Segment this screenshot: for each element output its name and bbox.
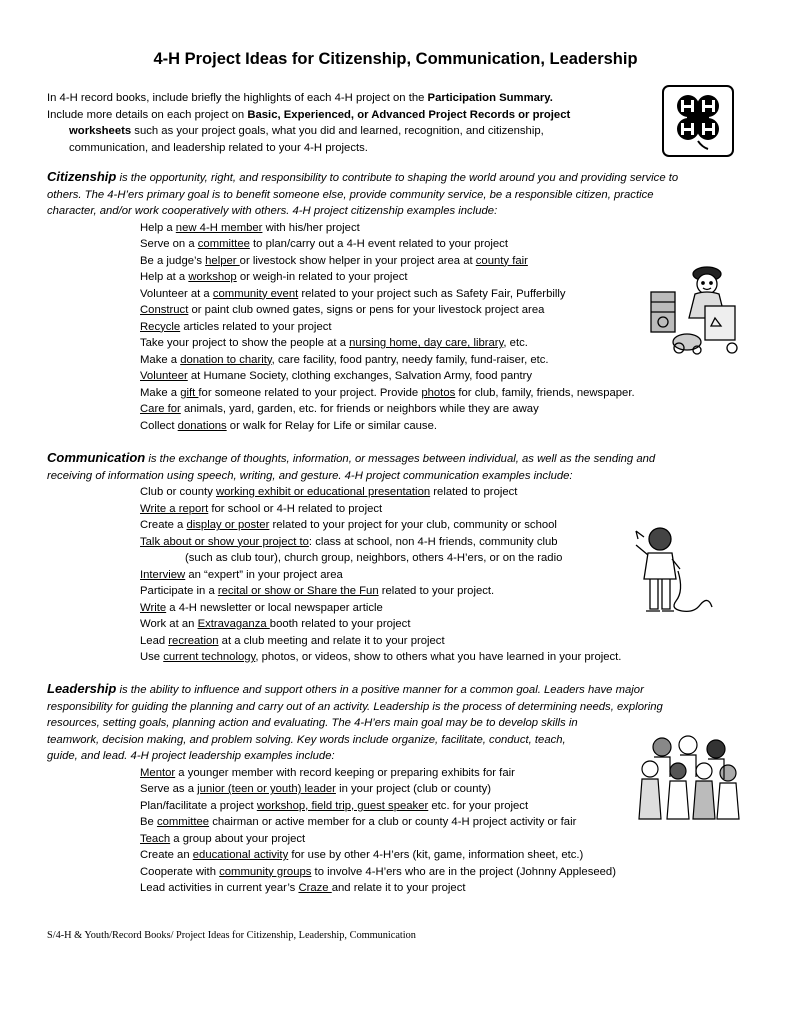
item-text: to plan/carry out a 4-H event related to your project [249,238,508,250]
underlined-phrase: donation to charity [180,353,272,366]
list-item [47,385,752,402]
recycling-kid-illustration [647,258,747,358]
item-text: or walk for Relay for Life or similar cause. [226,419,437,432]
item-text: Participate in a [140,585,218,597]
underlined-phrase: Write [140,601,167,614]
list-item [47,847,752,864]
list-item [47,633,752,650]
item-text: Lead [140,634,169,647]
underlined-phrase: Craze [298,882,332,894]
item-text: , photos, or videos, show to others what you have learned in your project. [255,651,622,663]
item-text: Be a judge’s [140,254,206,267]
underlined-phrase: Interview [140,568,186,581]
item-text: and relate it to your project [331,882,466,894]
intro-paragraph [47,90,617,156]
definition-line: character, and/or work cooperatively with others. 4-H project citizenship examples include: [47,205,498,217]
item-text: Create an [140,849,193,861]
item-text: articles related to your project [180,320,332,333]
item-text: Use [140,651,164,663]
intro-bold: Basic, Experienced, or Advanced Project Records or project [247,108,571,121]
list-item [47,616,752,633]
definition-line: is the ability to influence and support others in a positive manner for a common goal. Leaders have major [116,684,644,696]
item-text: for school or 4-H related to project [208,502,383,515]
item-text: Volunteer at a [140,287,213,300]
list-item [47,418,752,435]
list-item [47,649,752,666]
citizenship-definition [47,169,752,220]
underlined-phrase: Volunteer [140,370,188,382]
item-text: Work at an [140,618,198,630]
item-text: Lead activities in current year’s [140,882,299,894]
item-text: booth related to your project [269,618,411,630]
speaking-kid-illustration [630,525,716,617]
definition-line: guide, and lead. 4-H project leadership examples include: [47,750,335,762]
underlined-phrase: new 4-H member [175,221,263,234]
item-text: related to your project. [378,585,495,597]
underlined-phrase: Write a report [140,502,209,515]
underlined-phrase: Recycle [140,320,181,333]
item-text: : class at school, non 4-H friends, community club [308,535,558,548]
item-text: with his/her project [262,221,360,234]
item-text: Help at a [140,271,189,283]
item-text: an “expert” in your project area [185,568,343,581]
list-item [47,236,752,253]
underlined-phrase: committee [156,816,210,828]
footer-path: S/4-H & Youth/Record Books/ Project Ideas for Citizenship, Leadership, Communication [47,930,416,941]
underlined-phrase: helper [205,254,240,267]
underlined-phrase: working exhibit or educational presentation [215,486,431,498]
item-text: Create a [140,519,187,531]
underlined-phrase: workshop [188,271,237,283]
item-text: in your project (club or county) [335,783,492,795]
item-text: Serve as a [140,783,198,795]
underlined-phrase: display or poster [186,519,270,531]
list-item [47,501,752,518]
underlined-phrase: Care for [140,403,181,415]
item-text: or livestock show helper in your project area at [239,254,476,267]
item-text: Serve on a [140,238,198,250]
item-text: etc. for your project [428,799,529,812]
item-text: Plan/facilitate a project [140,799,257,812]
item-text: related to your project such as Safety Fair, Pufferbilly [298,287,566,300]
section-term: Communication [47,450,146,465]
underlined-phrase: donations [177,419,227,432]
underlined-phrase: gift [180,386,199,399]
underlined-phrase: workshop, field trip, guest speaker [256,799,429,812]
underlined-phrase: current technology [163,651,256,663]
item-text: Take your project to show the people at a [140,337,350,349]
item-text: at a club meeting and relate it to your project [218,634,445,647]
definition-line: resources, setting goals, planning action and evaluating. The 4-H’ers main goal may be to develop skills in [47,717,578,729]
intro-text: In 4-H record books, include briefly the highlights of each 4-H project on the [47,92,428,104]
item-text: a younger member with record keeping or preparing exhibits for fair [175,766,515,779]
item-text: related to your project for your club, community or school [269,519,557,531]
underlined-phrase: Construct [140,304,189,316]
definition-line: teamwork, decision making, and problem solving. Key words include organize, facilitate, conduct, teach, [47,733,566,746]
item-text: Cooperate with [140,865,220,878]
list-item [47,401,752,418]
item-text: Be [140,816,157,828]
4-h-clover-logo-icon [662,85,734,157]
underlined-phrase: Extravaganza [197,618,270,630]
underlined-phrase: committee [197,238,250,250]
list-item [47,368,752,385]
item-text: at Humane Society, clothing exchanges, Salvation Army, food pantry [187,370,533,382]
definition-line: receiving of information using speech, writing, and gesture. 4-H project communication examples include: [47,469,573,482]
underlined-phrase: Teach [140,832,171,845]
underlined-phrase: junior (teen or youth) leader [197,783,336,795]
underlined-phrase: Mentor [140,766,176,779]
intro-bold: Participation Summary. [427,92,553,104]
underlined-phrase: recreation [168,634,219,647]
definition-line: is the opportunity, right, and responsibility to contribute to shaping the world around you and providing service to [116,172,679,184]
underlined-phrase: photos [421,386,456,399]
list-item [47,880,752,897]
item-text: chairman or active member for a club or county 4-H project activity or fair [209,816,577,828]
section-term: Citizenship [47,169,117,184]
intro-text: Include more details on each project on [47,108,248,121]
underlined-phrase: educational activity [192,849,289,861]
item-text: Make a [140,353,181,366]
definition-line: responsibility for guiding the planning and carry out of an activity. Leadership is the process of determining needs, exploring [47,700,663,713]
item-text: for someone related to your project. Provide [198,386,422,399]
intro-text: communication, and leadership related to your 4-H projects. [69,141,368,154]
kids-group-illustration [632,735,742,827]
item-text: for use by other 4-H’ers (kit, game, information sheet, etc.) [288,849,584,861]
intro-indent [47,123,617,140]
page-title: 4-H Project Ideas for Citizenship, Communication, Leadership [153,50,638,68]
list-item [47,484,752,501]
definition-line: is the exchange of thoughts, information, or messages between individual, as well as the sending and [145,453,656,465]
item-text: related to project [430,486,518,498]
item-text: or paint club owned gates, signs or pens for your livestock project area [188,304,545,316]
list-item [47,831,752,848]
section-term: Leadership [47,681,117,696]
list-item [47,864,752,881]
item-text: a 4-H newsletter or local newspaper article [166,601,383,614]
item-text: Help a [140,221,176,234]
list-item [47,220,752,237]
underlined-phrase: county fair [475,254,528,267]
underlined-phrase: community event [212,287,299,300]
item-text: Make a [140,386,181,399]
item-text: , etc. [503,337,528,349]
item-text: animals, yard, garden, etc. for friends or neighbors while they are away [180,403,539,415]
item-text: or weigh-in related to your project [236,271,408,283]
underlined-phrase: community groups [219,865,312,878]
underlined-phrase: nursing home, day care, library [349,337,504,349]
item-text: , care facility, food pantry, needy family, fund-raiser, etc. [271,353,549,366]
intro-text: such as your project goals, what you did and learned, recognition, and citizenship, [131,125,544,137]
definition-line: others. The 4-H’ers primary goal is to benefit someone else, provide community service, be a responsible citizen, practice [47,188,654,201]
item-text: to involve 4-H’ers who are in the project (Johnny Appleseed) [311,865,616,878]
underlined-phrase: Talk about or show your project to [140,535,309,548]
item-text: Club or county [140,486,216,498]
item-text: (such as club tour), church group, neighbors, others 4-H’ers, or on the radio [185,552,563,564]
underlined-phrase: recital or show or Share the Fun [217,585,379,597]
item-text: a group about your project [170,832,306,845]
item-text: Collect [140,419,178,432]
communication-definition [47,450,752,484]
intro-bold: worksheets [69,125,132,137]
item-text: for club, family, friends, newspaper. [455,386,635,399]
